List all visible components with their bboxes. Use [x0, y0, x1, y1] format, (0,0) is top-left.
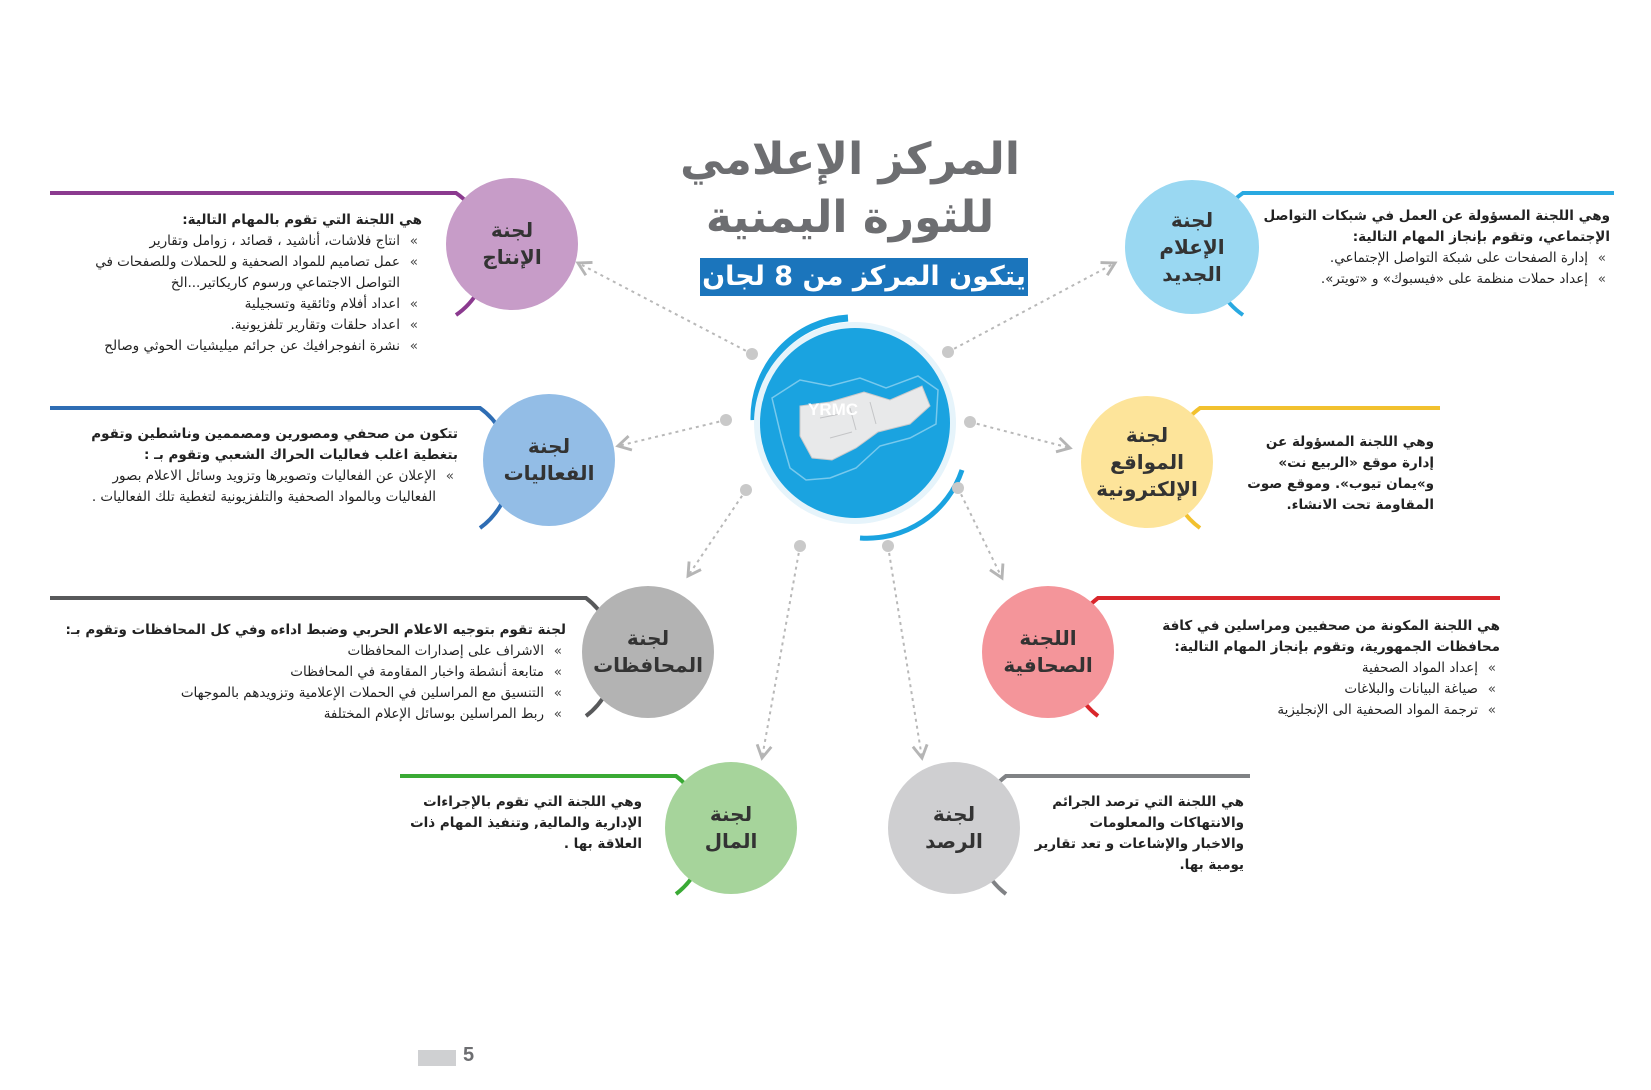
circle-events: [483, 394, 615, 526]
circle-new-media: [1125, 180, 1259, 314]
desc-list: [1262, 248, 1610, 290]
circle-finance: [665, 762, 797, 894]
circle-line2: الإنتاج: [482, 245, 542, 269]
connector-dot: [882, 540, 894, 552]
desc-lead: لجنة تقوم بتوجيه الاعلام الحربي وضبط اداءه وفي كل المحافظات وتقوم بـ:: [65, 622, 566, 638]
connector-arrow: [618, 420, 726, 446]
list-item: » اعداد أفلام وثائقية وتسجيلية: [50, 294, 422, 315]
connector-dot: [720, 414, 732, 426]
circle-line2: الإعلام: [1159, 234, 1225, 259]
connector-arrow: [688, 490, 746, 576]
desc-lead: تتكون من صحفي ومصورين ومصممين وناشطين وتقوم بتغطية اغلب فعاليات الحراك الشعبي وتقوم بـ :: [91, 426, 458, 463]
list-item: » عمل تصاميم للمواد الصحفية و للحملات وللصفحات في التواصل الاجتماعي ورسوم كاريكاتير...الخ: [50, 252, 422, 294]
connector-dot: [964, 416, 976, 428]
connector-dot: [794, 540, 806, 552]
desc-lead: هي اللجنة التي تقوم بالمهام التالية:: [182, 212, 422, 228]
desc-lead: هي اللجنة التي ترصد الجرائم والانتهاكات والمعلومات والاخبار والإشاعات و تعد تقارير يومية بها.: [1034, 794, 1244, 873]
desc-lead: وهي اللجنة المسؤولة عن إدارة موقع «الربيع نت» و»يمان تيوب». وموقع صوت المقاومة تحت الانشاء.: [1247, 434, 1434, 513]
circle-line2: المواقع: [1110, 449, 1184, 474]
circle-line3: الإلكترونية: [1096, 476, 1198, 501]
circle-monitoring: [888, 762, 1020, 894]
circle-line1: لجنة: [1170, 207, 1214, 232]
circle-line1: لجنة: [527, 434, 571, 458]
circle-line1: لجنة: [709, 802, 753, 826]
hub-circle: [760, 328, 950, 518]
hub-label: YRMC: [808, 400, 859, 419]
circle-line2: المحافظات: [593, 653, 703, 677]
desc-lead: وهي اللجنة التي تقوم بالإجراءات الإدارية والمالية, وتنفيذ المهام ذات العلاقة بها .: [410, 794, 642, 852]
desc-lead: وهي اللجنة المسؤولة عن العمل في شبكات التواصل الإجتماعي، وتقوم بإنجاز المهام التالية:: [1263, 208, 1610, 245]
desc-production: [50, 210, 422, 357]
desc-governorates: [50, 620, 566, 725]
list-item: » ربط المراسلين بوسائل الإعلام المختلفة: [50, 704, 566, 725]
list-item: » إعداد المواد الصحفية: [1124, 658, 1500, 679]
circle-websites: [1081, 396, 1213, 528]
connector-arrow: [958, 488, 1002, 578]
desc-list: [1124, 658, 1500, 721]
circle-production: [446, 178, 578, 310]
connector-arrow: [970, 422, 1070, 448]
yemen-map-icon: [760, 328, 950, 518]
list-item: » اعداد حلقات وتقارير تلفزيونية.: [50, 315, 422, 336]
list-item: » الاشراف على إصدارات المحافظات: [50, 641, 566, 662]
list-item: » التنسيق مع المراسلين في الحملات الإعلامية وتزويدهم بالموجهات: [50, 683, 566, 704]
desc-list: [80, 466, 458, 508]
circle-line1: لجنة: [626, 626, 670, 650]
list-item: » ترجمة المواد الصحفية الى الإنجليزية: [1124, 700, 1500, 721]
desc-list: [50, 641, 566, 725]
circle-line2: الفعاليات: [503, 461, 595, 485]
desc-press: [1124, 616, 1500, 721]
list-item: » انتاج فلاشات، أناشيد ، قصائد ، زوامل وتقارير: [50, 231, 422, 252]
circle-line1: لجنة: [1125, 422, 1169, 447]
list-item: » إعداد حملات منظمة على «فيسبوك» و «تويتر».: [1262, 269, 1610, 290]
circle-line1: لجنة: [490, 218, 534, 242]
connector-arrow: [888, 546, 922, 758]
circle-line1: اللجنة: [1019, 626, 1077, 650]
list-item: » متابعة أنشطة واخبار المقاومة في المحافظات: [50, 662, 566, 683]
circle-line2: المال: [704, 829, 758, 853]
circle-line2: الرصد: [925, 829, 983, 853]
desc-new-media: [1262, 206, 1610, 290]
list-item: » الإعلان عن الفعاليات وتصويرها وتزويد وسائل الاعلام بصور الفعاليات وبالمواد الصحفية والتلفزيونية لتغطية تلك الفعاليات .: [80, 466, 458, 508]
page-number-bar: [418, 1050, 456, 1066]
list-item: » صياغة البيانات والبلاغات: [1124, 679, 1500, 700]
desc-finance: [402, 792, 642, 855]
connector-arrow: [762, 546, 800, 758]
circle-line1: لجنة: [932, 802, 976, 826]
desc-monitoring: [1034, 792, 1244, 876]
connector-dot: [942, 346, 954, 358]
connector-dot: [740, 484, 752, 496]
circle-line2: الصحافية: [1003, 653, 1093, 677]
circle-press: [982, 586, 1114, 718]
page-number: 5: [463, 1044, 475, 1066]
circle-line3: الجديد: [1162, 261, 1222, 286]
title-line-2: للثورة اليمنية: [705, 192, 995, 243]
list-item: » نشرة انفوجرافيك عن جرائم ميليشيات الحوثي وصالح: [50, 336, 422, 357]
desc-lead: هي اللجنة المكونة من صحفيين ومراسلين في كافة محافظات الجمهورية، وتقوم بإنجاز المهام التالية:: [1162, 618, 1500, 655]
list-item: » إدارة الصفحات على شبكة التواصل الإجتماعي.: [1262, 248, 1610, 269]
connector-dot: [746, 348, 758, 360]
circle-governorates: [582, 586, 714, 718]
desc-websites: [1244, 432, 1434, 516]
subtitle-banner: يتكون المركز من 8 لجان: [700, 258, 1028, 296]
desc-events: [80, 424, 458, 508]
connector-dot: [952, 482, 964, 494]
desc-list: [50, 231, 422, 357]
title-line-1: المركز الإعلامي: [680, 134, 1020, 185]
